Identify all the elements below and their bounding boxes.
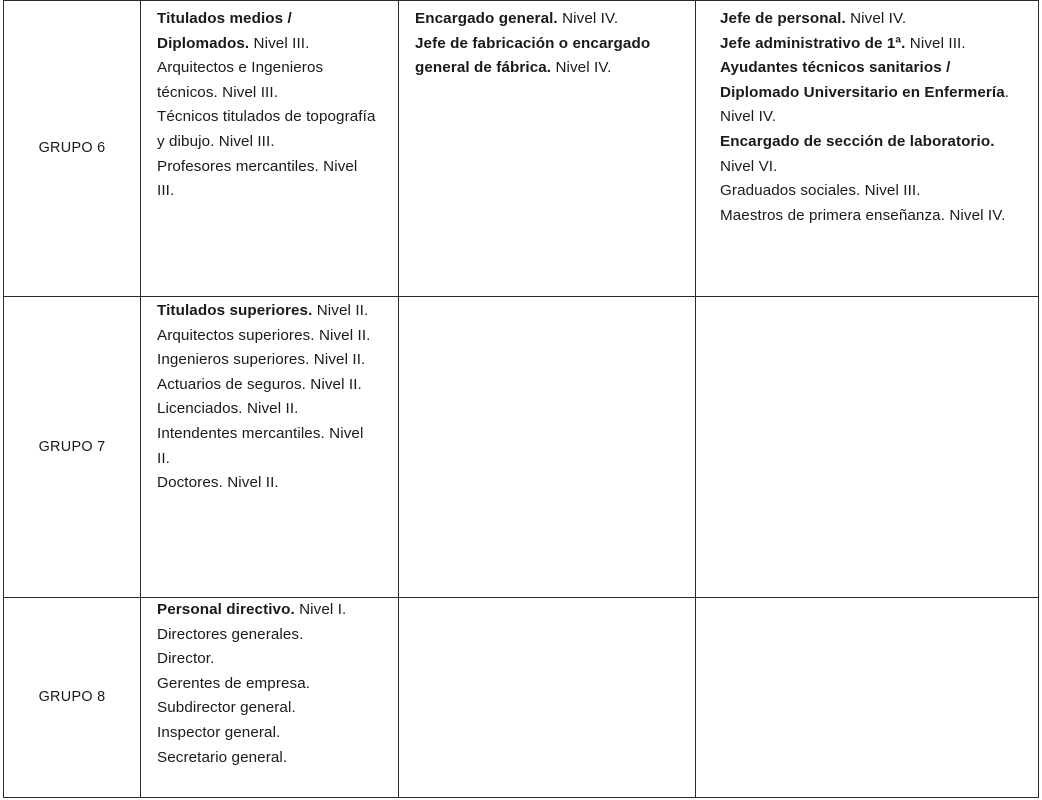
titles-cell: [141, 598, 399, 798]
entry-text: Subdirector general.: [157, 699, 296, 717]
entry-bold-text: Personal directivo.: [157, 601, 295, 618]
entry-text: Nivel II.: [312, 302, 369, 319]
list-item: [720, 56, 1030, 130]
group-label-cell: [4, 1, 141, 297]
entry-text: Nivel VI.: [720, 157, 778, 175]
entry-bold-text: Jefe de fabricación o encargado general de fábrica.: [415, 34, 651, 77]
list-item: [415, 7, 689, 32]
empty-cell: [399, 297, 696, 598]
entry-text: Doctores. Nivel II.: [157, 474, 279, 492]
group-label-cell: [4, 297, 141, 598]
entry-list: [141, 1, 398, 204]
list-item: [157, 56, 376, 105]
list-item: [157, 348, 376, 373]
group-label: GRUPO 6: [38, 140, 106, 157]
list-item: [157, 422, 376, 471]
table-row: [4, 297, 1039, 598]
entry-bold-text: Jefe de personal.: [720, 10, 846, 27]
entry-list: [696, 1, 1038, 228]
entry-text: Inspector general.: [157, 723, 281, 741]
list-item: [157, 373, 376, 398]
titles-cell: [141, 297, 399, 598]
table-row: [4, 1, 1039, 297]
entry-list: [399, 1, 695, 81]
entry-text: Arquitectos superiores. Nivel II.: [157, 326, 371, 344]
list-item: [415, 32, 689, 81]
entry-text: Nivel III.: [249, 34, 310, 52]
entry-text: Graduados sociales. Nivel III.: [720, 182, 921, 200]
entry-text: Ingenieros superiores. Nivel II.: [157, 351, 366, 369]
list-item: [157, 471, 376, 496]
entry-text: Licenciados. Nivel II.: [157, 400, 299, 418]
titles-cell: [696, 1, 1039, 297]
entry-text: Director.: [157, 650, 215, 668]
group-label: GRUPO 8: [38, 689, 106, 706]
entry-bold-text: Titulados superiores.: [157, 302, 313, 319]
entry-text: Nivel I.: [294, 601, 347, 618]
list-item: [720, 130, 1030, 179]
list-item: [157, 397, 376, 422]
entry-list: [141, 598, 398, 770]
list-item: [157, 7, 376, 56]
entry-list: [696, 297, 1038, 303]
entry-bold-text: Jefe administrativo de 1ª.: [720, 34, 906, 52]
list-item: [157, 672, 376, 697]
list-item: [157, 696, 376, 721]
entry-list: [141, 297, 398, 496]
entry-text: Nivel IV.: [551, 59, 612, 77]
entry-text: . Nivel IV.: [720, 83, 1010, 126]
list-item: [720, 32, 1030, 57]
group-label-cell: [4, 598, 141, 798]
entry-text: Arquitectos e Ingenieros técnicos. Nivel III.: [157, 59, 324, 101]
empty-cell: [696, 598, 1039, 798]
entry-list: [399, 297, 695, 303]
empty-cell: [399, 598, 696, 798]
entry-text: Nivel IV.: [557, 10, 619, 27]
list-item: [157, 647, 376, 672]
entry-text: Nivel III.: [905, 34, 966, 52]
entry-text: Gerentes de empresa.: [157, 674, 311, 692]
entry-text: Actuarios de seguros. Nivel II.: [157, 375, 362, 393]
entry-text: Nivel IV.: [845, 10, 907, 27]
list-item: [157, 746, 376, 771]
entry-text: Directores generales.: [157, 625, 304, 643]
titles-cell: [141, 1, 399, 297]
entry-bold-text: Encargado general.: [415, 10, 558, 27]
titles-cell: [399, 1, 696, 297]
list-item: [720, 204, 1030, 229]
list-item: [157, 324, 376, 349]
entry-text: Secretario general.: [157, 748, 288, 766]
entry-bold-text: Encargado de sección de laboratorio.: [720, 132, 995, 150]
entry-text: Técnicos titulados de topografía y dibujo. Nivel III.: [157, 108, 376, 150]
entry-bold-text: Ayudantes técnicos sanitarios / Diplomado Universitario en Enfermería: [720, 59, 1005, 101]
entry-text: Profesores mercantiles. Nivel III.: [157, 157, 358, 200]
empty-cell: [696, 297, 1039, 598]
entry-bold-text: Titulados medios / Diplomados.: [157, 10, 292, 52]
table-row: [4, 598, 1039, 798]
group-label: GRUPO 7: [38, 438, 106, 455]
list-item: [157, 623, 376, 648]
list-item: [157, 105, 376, 154]
entry-text: Intendentes mercantiles. Nivel II.: [157, 424, 364, 467]
entry-list: [399, 598, 695, 604]
list-item: [720, 179, 1030, 204]
classification-table: [3, 0, 1039, 798]
list-item: [157, 299, 376, 324]
entry-text: Maestros de primera enseñanza. Nivel IV.: [720, 206, 1006, 224]
list-item: [157, 598, 376, 623]
list-item: [720, 7, 1030, 32]
entry-list: [696, 598, 1038, 604]
list-item: [157, 155, 376, 204]
list-item: [157, 721, 376, 746]
